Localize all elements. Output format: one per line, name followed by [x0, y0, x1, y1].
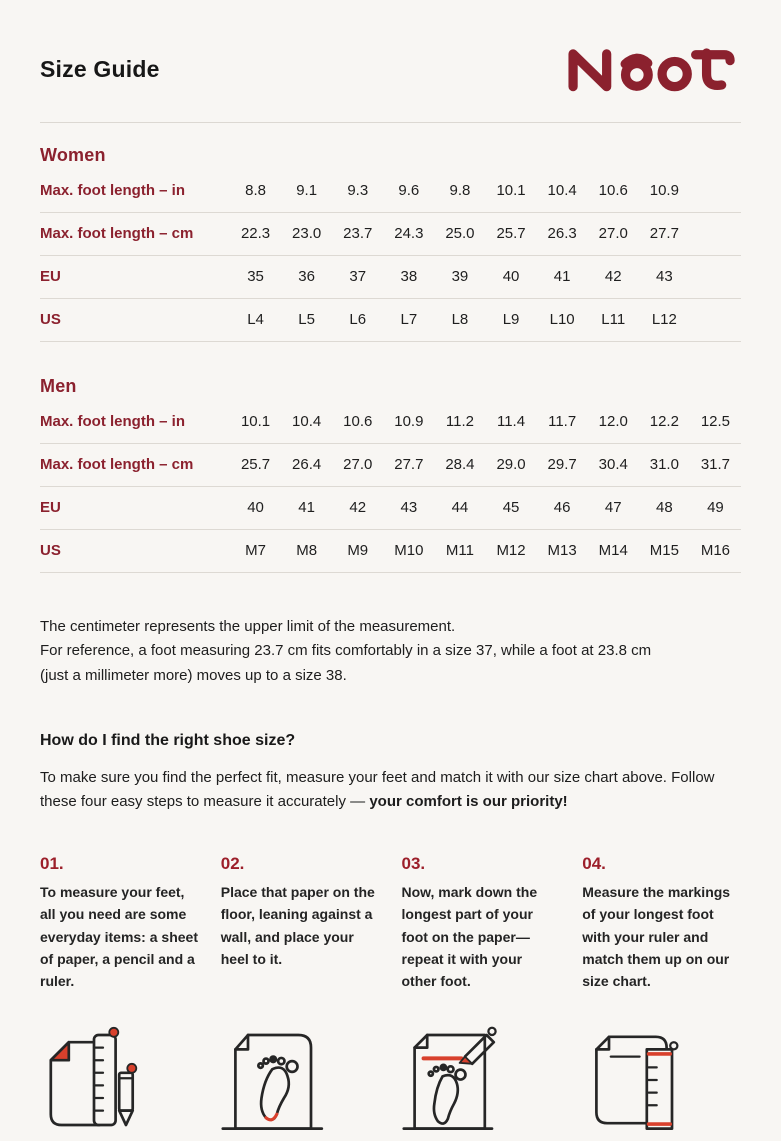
size-cell: 9.3 [347, 182, 369, 199]
note-line: For reference, a foot measuring 23.7 cm fits comfortably in a size 37, while a foot at 23.8 cm [40, 642, 652, 660]
size-cell: L4 [247, 311, 264, 328]
step-text: Now, mark down the longest part of your foot on the paper—repeat it with your other foot. [401, 883, 538, 990]
size-cell: 43 [400, 499, 418, 516]
size-cell: 9.8 [449, 182, 471, 199]
size-cell: M8 [296, 542, 318, 559]
size-cell: 10.9 [394, 413, 424, 430]
step-icons [40, 1019, 741, 1141]
size-cell: 42 [349, 499, 367, 516]
size-cell: 10.6 [343, 413, 373, 430]
size-cell: 35 [247, 268, 264, 285]
size-cell: 46 [553, 499, 571, 516]
size-cell: 11.7 [548, 413, 577, 430]
size-cell: 30.4 [598, 456, 628, 473]
size-cell: 41 [553, 268, 571, 285]
size-cell: M9 [347, 542, 369, 559]
size-cell: M12 [496, 542, 526, 559]
header [40, 42, 741, 96]
size-cell: 10.9 [649, 182, 679, 199]
step-number: 04. [582, 853, 606, 873]
size-cell: 27.7 [394, 456, 424, 473]
table-row [40, 213, 741, 256]
size-cell: M14 [598, 542, 628, 559]
note-line: (just a millimeter more) moves up to a size 38. [40, 666, 347, 684]
table-row [40, 487, 741, 530]
table-row [40, 299, 741, 342]
size-cell: 24.3 [394, 225, 424, 242]
howto-intro-bold: your comfort is our priority! [369, 792, 568, 810]
paper-ruler-icon [582, 1019, 741, 1141]
size-cell: 36 [298, 268, 315, 285]
size-cell: L10 [549, 311, 575, 328]
women-table [40, 170, 741, 342]
size-cell: 28.4 [445, 456, 475, 473]
size-cell: M15 [649, 542, 679, 559]
paper-ruler-pencil-icon [40, 1019, 199, 1141]
naot-logo [563, 42, 741, 96]
men-heading: Men [40, 376, 77, 396]
row-label: Max. foot length – cm [40, 456, 194, 473]
size-cell: 10.4 [547, 182, 577, 199]
size-cell: L6 [349, 311, 367, 328]
table-row [40, 401, 741, 444]
size-cell: M10 [394, 542, 424, 559]
size-cell: 12.2 [649, 413, 679, 430]
row-label: EU [40, 268, 61, 285]
size-cell: 40 [247, 499, 264, 516]
step-number: 01. [40, 853, 64, 873]
row-label: Max. foot length – in [40, 182, 185, 199]
women-section [40, 145, 741, 342]
note-line: The centimeter represents the upper limit of the measurement. [40, 618, 456, 635]
row-label: US [40, 311, 61, 328]
table-row [40, 530, 741, 573]
row-label: EU [40, 499, 61, 516]
size-cell: L8 [451, 311, 469, 328]
howto-intro [40, 766, 720, 814]
size-cell: 39 [451, 268, 469, 285]
row-label: Max. foot length – in [40, 413, 185, 430]
size-cell: 12.0 [598, 413, 628, 430]
size-cell: 25.7 [240, 456, 271, 473]
howto-intro-text: To make sure you find the perfect fit, measure your feet and match it with our size chart above. Follow these four easy steps to measure it accurately — [40, 768, 715, 810]
table-row [40, 256, 741, 299]
step-number: 02. [220, 853, 245, 873]
steps [40, 854, 741, 993]
size-cell: 23.0 [292, 225, 322, 242]
size-cell: L12 [651, 311, 677, 328]
size-cell: 31.7 [700, 456, 731, 473]
naot-logo-icon [563, 42, 741, 96]
size-cell: 10.1 [240, 413, 271, 430]
size-cell: 12.5 [700, 413, 731, 430]
size-cell: M11 [445, 542, 474, 559]
howto-heading: How do I find the right shoe size? [40, 731, 296, 749]
size-cell: 47 [604, 499, 622, 516]
size-cell: 25.7 [496, 225, 526, 242]
size-cell: 10.4 [292, 413, 322, 430]
size-cell: 23.7 [343, 225, 373, 242]
size-cell: 11.2 [445, 413, 474, 430]
size-cell: 26.4 [292, 456, 322, 473]
size-cell: 11.4 [496, 413, 526, 430]
step-1 [40, 854, 199, 993]
size-cell: 27.0 [598, 225, 628, 242]
size-cell: 9.1 [296, 182, 318, 199]
size-cell: L9 [502, 311, 520, 328]
size-cell: M7 [245, 542, 266, 559]
table-row [40, 444, 741, 487]
step-3 [402, 854, 561, 993]
size-cell: 29.7 [547, 456, 577, 473]
page-title: Size Guide [40, 55, 160, 82]
size-cell: 38 [400, 268, 418, 285]
size-cell: 8.8 [245, 182, 266, 199]
size-cell: L11 [601, 311, 626, 328]
size-cell: 27.0 [343, 456, 373, 473]
men-section [40, 376, 741, 573]
row-label: US [40, 542, 61, 559]
size-cell: M13 [547, 542, 577, 559]
size-cell: 43 [656, 268, 673, 285]
size-cell: 22.3 [240, 225, 271, 242]
table-row [40, 170, 741, 213]
step-2 [221, 854, 380, 993]
size-cell: 37 [349, 268, 367, 285]
size-cell: 42 [604, 268, 622, 285]
size-cell: 10.6 [598, 182, 628, 199]
size-cell: 26.3 [547, 225, 577, 242]
step-text: Place that paper on the floor, leaning against a wall, and place your heel to it. [220, 883, 375, 968]
men-table [40, 401, 741, 573]
size-cell: 31.0 [649, 456, 679, 473]
size-cell: M16 [700, 542, 731, 559]
size-cell: 27.7 [649, 225, 679, 242]
paper-footprint-pencil-icon [402, 1019, 561, 1141]
size-cell: 44 [451, 499, 469, 516]
size-cell: 40 [502, 268, 520, 285]
row-label: Max. foot length – cm [40, 225, 194, 242]
size-cell: 25.0 [445, 225, 475, 242]
header-divider [40, 122, 741, 123]
step-4 [582, 854, 741, 993]
size-cell: L7 [400, 311, 418, 328]
step-number: 03. [401, 853, 426, 873]
size-cell: 48 [656, 499, 673, 516]
paper-footprint-icon [221, 1019, 380, 1141]
women-heading: Women [40, 145, 106, 165]
size-cell: 29.0 [496, 456, 526, 473]
size-cell: 45 [502, 499, 520, 516]
size-cell: L5 [298, 311, 315, 328]
size-cell: 41 [298, 499, 315, 516]
measurement-notes [40, 615, 730, 688]
size-cell: 10.1 [496, 182, 526, 199]
size-cell: 49 [707, 499, 724, 516]
step-text: Measure the markings of your longest foot with your ruler and match them up on our size chart. [582, 883, 731, 990]
size-cell: 9.6 [398, 182, 420, 199]
step-text: To measure your feet, all you need are some everyday items: a sheet of paper, a pencil and a ruler. [40, 883, 198, 990]
